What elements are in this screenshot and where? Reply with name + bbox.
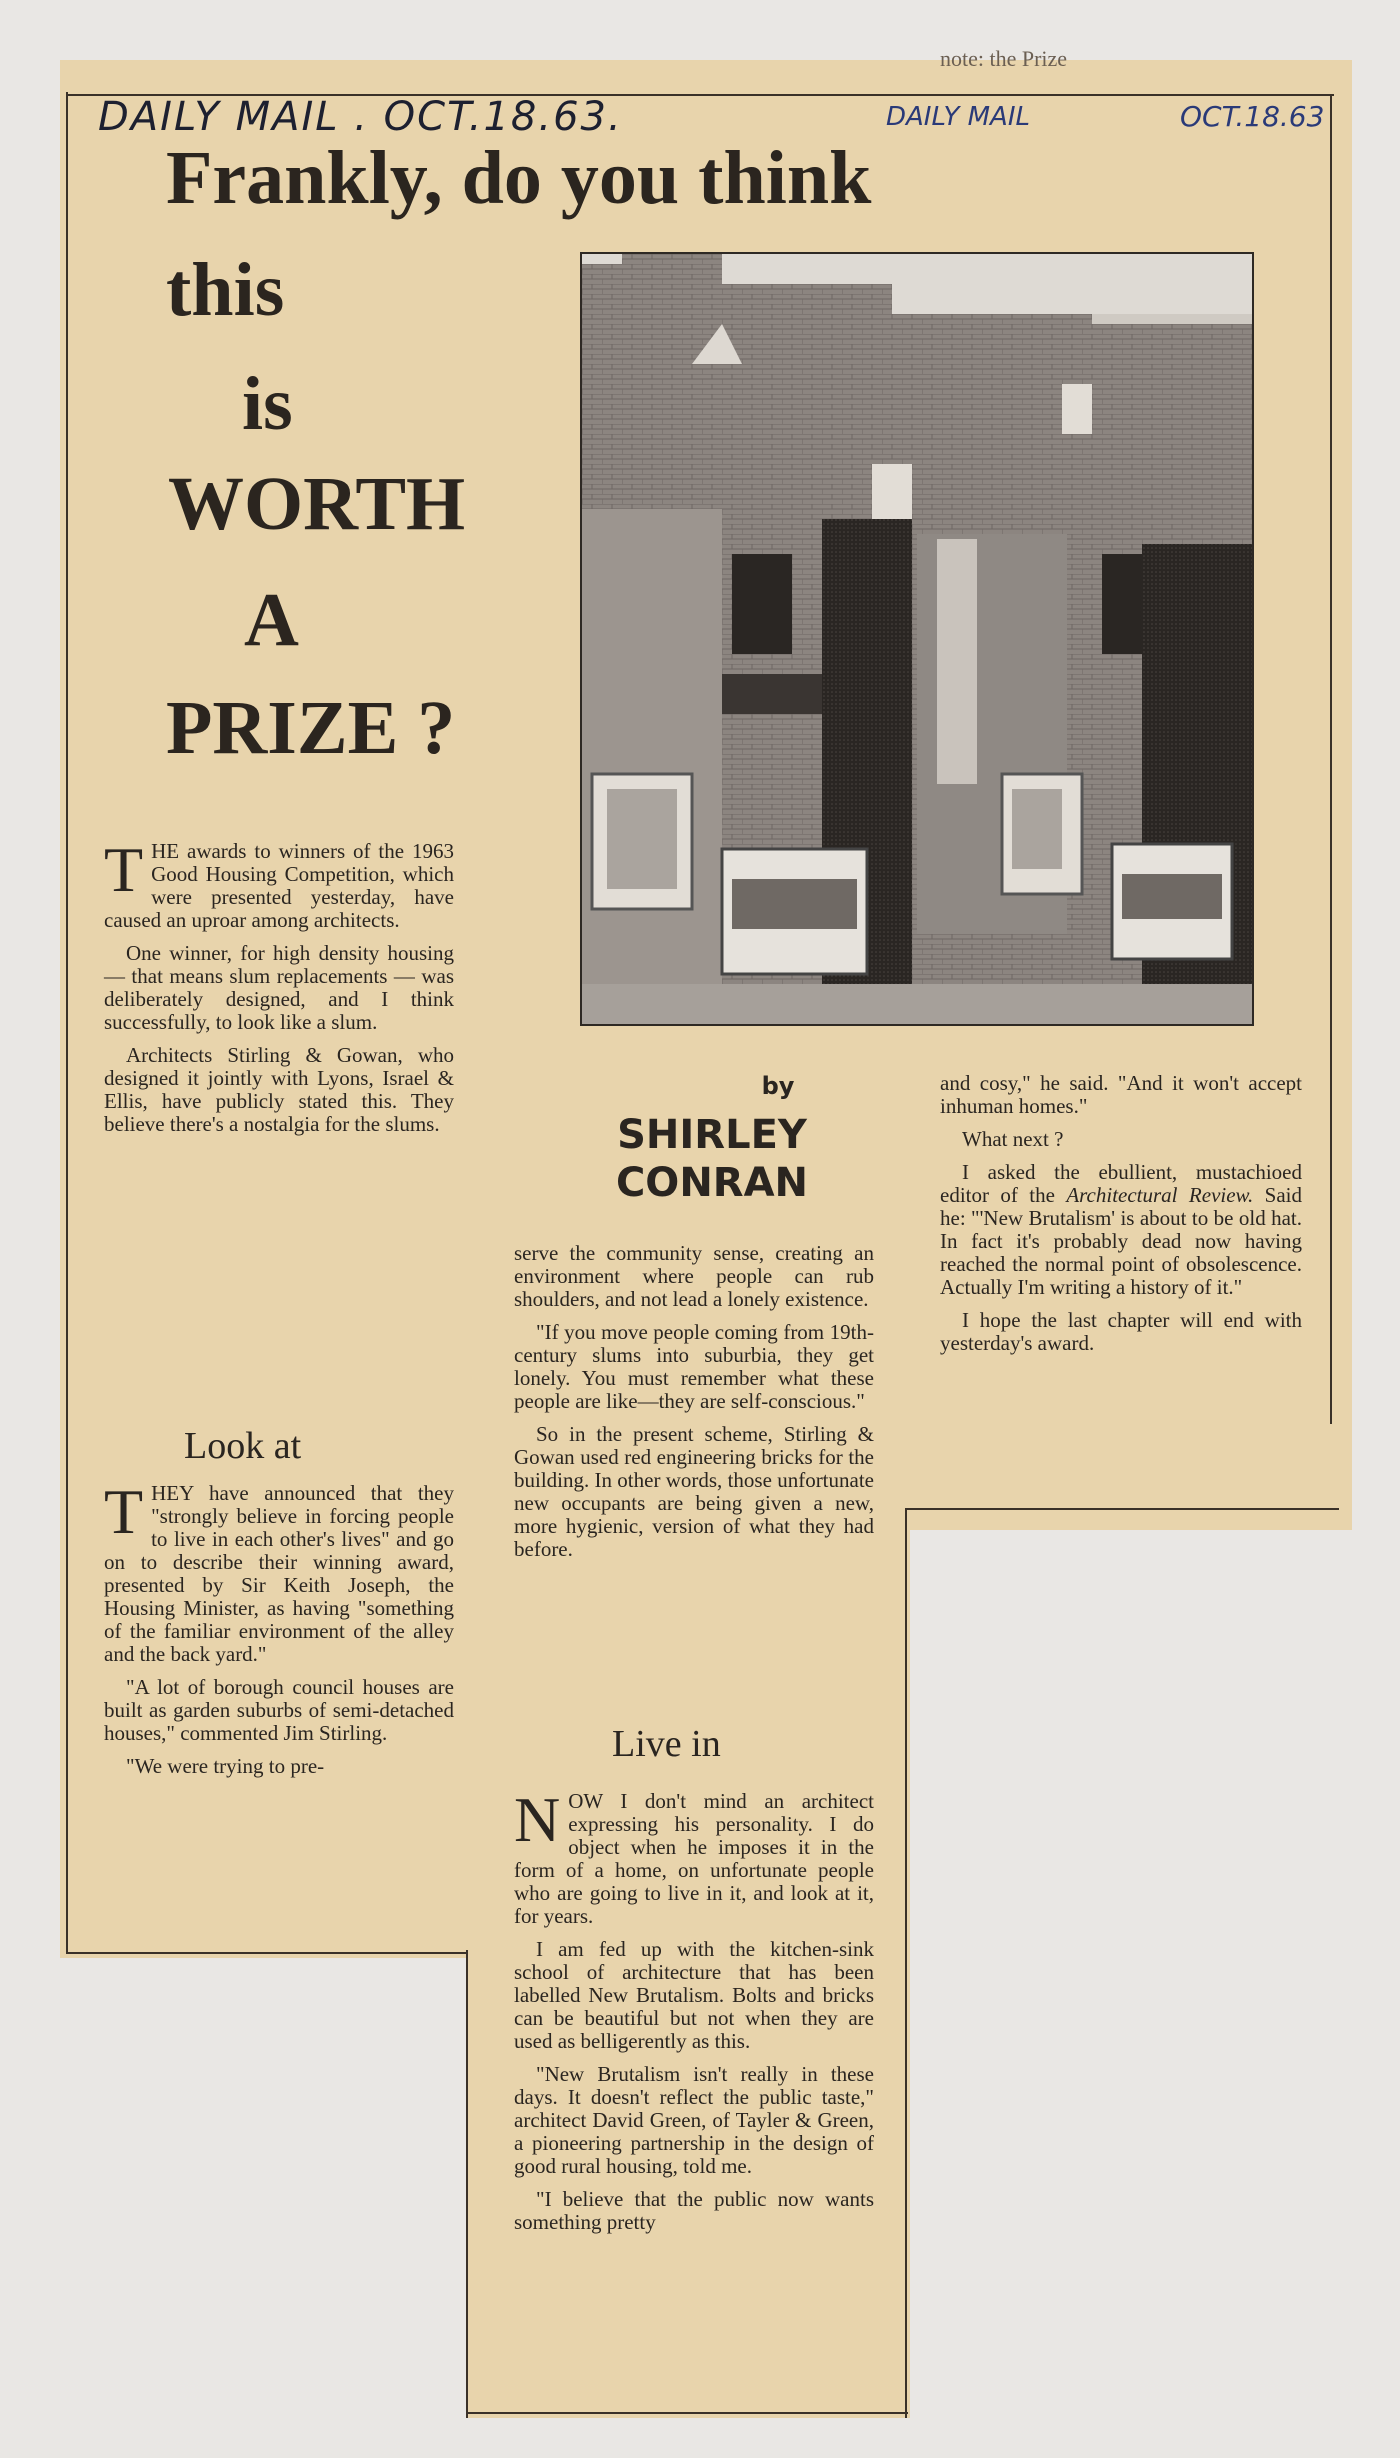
article-paragraph: serve the community sense, creating an environment where people can rub shoulders, and not lead a lonely existence. bbox=[514, 1241, 874, 1311]
article-paragraph: I am fed up with the kitchen-sink school of architecture that has been labelled New Brutalism. Bolts and bricks can be beautiful but not when they are used as belligerently as this. bbox=[514, 1937, 874, 2053]
article-column-1 bbox=[104, 834, 454, 1146]
article-paragraph: and cosy," he said. "And it won't accept inhuman homes." bbox=[940, 1071, 1302, 1118]
drop-cap: T bbox=[104, 834, 144, 905]
publication-title: Architectural Review. bbox=[1066, 1183, 1254, 1207]
right-border-rule bbox=[1330, 94, 1332, 1424]
byline-name-last: CONRAN bbox=[615, 1160, 809, 1206]
article-paragraph: What next ? bbox=[962, 1127, 1064, 1151]
article-column-1-cont bbox=[104, 1476, 454, 1788]
headline-line-3: is bbox=[242, 362, 293, 446]
article-column-2-cont bbox=[514, 1784, 874, 2244]
drop-cap: N bbox=[514, 1784, 561, 1855]
article-paragraph: "A lot of borough council houses are built as garden suburbs of semi-detached houses," commented Jim Stirling. bbox=[104, 1675, 454, 1745]
housing-photo bbox=[580, 252, 1254, 1026]
subheading-look-at: Look at bbox=[184, 1425, 302, 1467]
article-paragraph: NOW I don't mind an architect expressing his personality. I do object when he imposes it in the form of a home, on unfortunate people who are going to live in it, and look at it, for years. bbox=[514, 1784, 874, 1928]
article-paragraph: THE awards to winners of the 1963 Good Housing Competition, which were presented yesterday, have caused an uproar among architects. bbox=[104, 834, 454, 932]
article-paragraph: I asked the ebullient, mustachioed editor of the Architectural Review. Said he: "'New Brutalism' is about to be old hat. In fact it's probably dead now having reached the normal point of obsolescence. Actually I'm writing a history of it." bbox=[940, 1160, 1302, 1299]
article-paragraph: "New Brutalism isn't really in these days. It doesn't reflect the public taste," architect David Green, of Tayler & Green, a pioneering partnership in the design of good rural housing, told me. bbox=[514, 2062, 874, 2178]
article-paragraph: "I believe that the public now wants something pretty bbox=[514, 2187, 874, 2234]
article-paragraph: So in the present scheme, Stirling & Gowan used red engineering bricks for the building. In other words, those unfortunate new occupants are being given a new, more hygienic, version of what they had before. bbox=[514, 1422, 874, 1561]
brick-housing-image bbox=[582, 254, 1252, 1024]
tail-bottom-rule bbox=[468, 2412, 908, 2414]
article-column-2 bbox=[514, 1242, 874, 1571]
headline-line-1: Frankly, do you think bbox=[166, 136, 872, 220]
clipped-text-fragment: note: the Prize bbox=[940, 46, 1068, 71]
article-paragraph: Architects Stirling & Gowan, who designed it jointly with Lyons, Israel & Ellis, have publicly stated this. They believe there's a nostalgia for the slums. bbox=[104, 1043, 454, 1136]
article-paragraph: "If you move people coming from 19th-century slums into suburbia, they get lonely. You must remember what these people are like—they are self-conscious." bbox=[514, 1320, 874, 1413]
subheading-live-in: Live in bbox=[612, 1723, 721, 1765]
headline-line-2: this bbox=[166, 248, 285, 332]
handwritten-date: OCT.18.63 bbox=[1180, 100, 1325, 133]
column-1-bottom-rule bbox=[66, 1952, 468, 1954]
headline-line-4: WORTH bbox=[168, 462, 466, 546]
column-3-bottom-rule bbox=[905, 1508, 1339, 1510]
byline-by: by bbox=[761, 1072, 795, 1100]
handwritten-source-note: DAILY MAIL . OCT.18.63. bbox=[98, 94, 623, 140]
headline-line-6: PRIZE ? bbox=[166, 686, 456, 770]
left-border-rule bbox=[66, 92, 68, 1952]
article-paragraph: "We were trying to pre- bbox=[126, 1754, 325, 1778]
article-paragraph: THEY have announced that they "strongly believe in forcing people to live in each other's lives" and go on to describe their winning award, presented by Sir Keith Joseph, the Housing Minister, as having "something of the familiar environment of the alley and the back yard." bbox=[104, 1476, 454, 1666]
byline-name-first: SHIRLEY bbox=[617, 1112, 807, 1158]
article-column-3 bbox=[940, 1072, 1302, 1365]
handwritten-paper-name: DAILY MAIL bbox=[886, 102, 1030, 132]
drop-cap: T bbox=[104, 1476, 144, 1547]
article-paragraph: I hope the last chapter will end with yesterday's award. bbox=[940, 1308, 1302, 1355]
column-2-right-rule bbox=[905, 1508, 907, 2418]
article-paragraph: One winner, for high density housing — that means slum replacements — was deliberately designed, and I think successfully, to look like a slum. bbox=[104, 941, 454, 1034]
headline-line-5: A bbox=[244, 578, 299, 662]
column-2-left-rule bbox=[466, 1950, 468, 2418]
